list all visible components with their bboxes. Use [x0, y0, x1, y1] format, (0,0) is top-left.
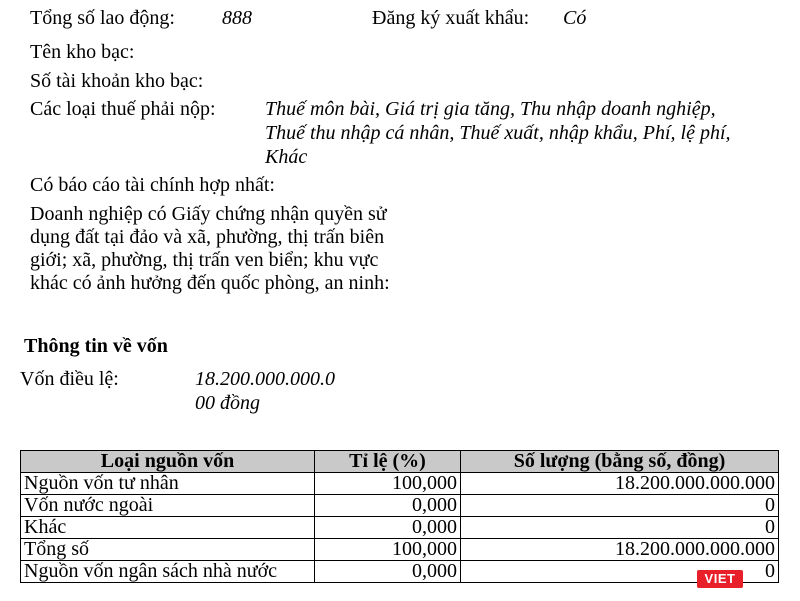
export-label: Đăng ký xuất khẩu: — [372, 7, 530, 29]
cropped-top-line — [30, 0, 770, 4]
header-source-type: Loại nguồn vốn — [21, 451, 315, 473]
charter-capital-value-1: 18.200.000.000.0 — [195, 368, 335, 390]
treasury-label: Tên kho bạc: — [30, 41, 135, 63]
charter-capital-value-2: 00 đồng — [195, 392, 260, 414]
cell-ratio: 100,000 — [315, 539, 461, 561]
tax-line-2: Thuế thu nhập cá nhân, Thuế xuất, nhập khẩu, Phí, lệ phí, — [265, 122, 731, 144]
table-row — [21, 473, 779, 495]
cell-ratio: 0,000 — [315, 495, 461, 517]
labor-label: Tổng số lao động: — [30, 7, 175, 29]
land-line-4: khác có ảnh hưởng đến quốc phòng, an ninh: — [30, 272, 390, 294]
cell-amount: 18.200.000.000.000 — [461, 473, 779, 495]
land-line-1: Doanh nghiệp có Giấy chứng nhận quyền sử — [30, 203, 387, 225]
cell-source-type: Vốn nước ngoài — [21, 495, 315, 517]
cell-source-type: Nguồn vốn tư nhân — [21, 473, 315, 495]
labor-value: 888 — [222, 7, 252, 29]
cell-source-type: Khác — [21, 517, 315, 539]
capital-source-table — [20, 450, 779, 583]
export-value: Có — [563, 7, 587, 29]
cell-ratio: 100,000 — [315, 473, 461, 495]
tax-line-3: Khác — [265, 146, 308, 168]
treasury-account-label: Số tài khoản kho bạc: — [30, 70, 204, 92]
table-row — [21, 561, 779, 583]
cell-amount: 0 — [461, 561, 779, 583]
cell-source-type: Tổng số — [21, 539, 315, 561]
tax-label: Các loại thuế phải nộp: — [30, 98, 216, 120]
cell-amount: 18.200.000.000.000 — [461, 539, 779, 561]
cell-amount: 0 — [461, 495, 779, 517]
cell-source-type: Nguồn vốn ngân sách nhà nước — [21, 561, 315, 583]
viet-watermark-logo: VIET — [697, 570, 743, 588]
header-amount: Số lượng (bằng số, đồng) — [461, 451, 779, 473]
land-line-3: giới; xã, phường, thị trấn ven biển; khu vực — [30, 249, 379, 271]
tax-line-1: Thuế môn bài, Giá trị gia tăng, Thu nhập doanh nghiệp, — [265, 98, 716, 120]
consolidated-label: Có báo cáo tài chính hợp nhất: — [30, 174, 275, 196]
table-row — [21, 517, 779, 539]
cell-ratio: 0,000 — [315, 517, 461, 539]
land-line-2: dụng đất tại đảo và xã, phường, thị trấn biên — [30, 226, 385, 248]
header-ratio: Tỉ lệ (%) — [315, 451, 461, 473]
cell-ratio: 0,000 — [315, 561, 461, 583]
table-row — [21, 539, 779, 561]
table-header-row — [21, 451, 779, 473]
charter-capital-label: Vốn điều lệ: — [20, 368, 119, 390]
cell-amount: 0 — [461, 517, 779, 539]
table-row — [21, 495, 779, 517]
capital-section-title: Thông tin về vốn — [24, 335, 168, 357]
